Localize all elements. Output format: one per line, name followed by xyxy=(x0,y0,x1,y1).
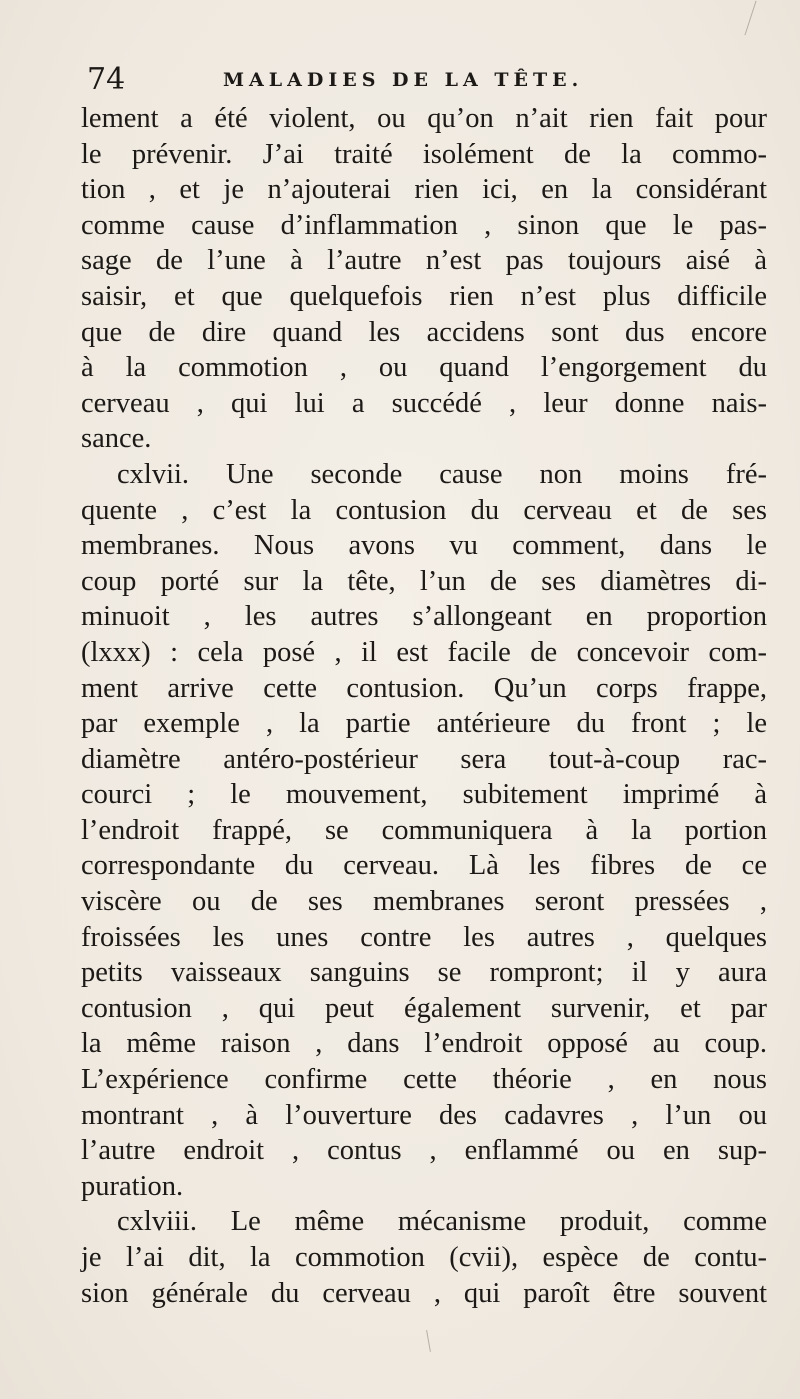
text-line: viscère ou de ses membranes seront pressées , xyxy=(81,886,767,918)
text-line: comme cause d’inflammation , sinon que le pas- xyxy=(81,209,767,241)
page-number: 74 xyxy=(87,62,126,97)
text-line: à la commotion , ou quand l’engorgement du xyxy=(81,352,767,384)
text-line: lement a été violent, ou qu’on n’ait rien fait pour xyxy=(81,103,767,134)
text-line: diamètre antéro-postérieur sera tout-à-coup rac- xyxy=(81,743,767,775)
text-line: que de dire quand les accidens sont dus encore xyxy=(81,316,767,348)
text-line: tion , et je n’ajouterai rien ici, en la considérant xyxy=(81,174,767,206)
section-start-line: cxlviii. Le même mécanisme produit, comme xyxy=(117,1206,767,1238)
text-line: la même raison , dans l’endroit opposé au coup. xyxy=(81,1028,767,1060)
text-line: petits vaisseaux sanguins se rompront; il y aura xyxy=(81,957,767,989)
text-line: minuoit , les autres s’allongeant en proportion xyxy=(81,601,767,633)
text-line: courci ; le mouvement, subitement imprimé à xyxy=(81,779,767,811)
paragraph-end-line: puration. xyxy=(81,1170,184,1202)
text-line: contusion , qui peut également survenir, et par xyxy=(81,992,767,1024)
body-text xyxy=(81,101,767,1311)
text-line: montrant , à l’ouverture des cadavres , l’un ou xyxy=(81,1099,767,1131)
section-start-line: cxlvii. Une seconde cause non moins fré- xyxy=(117,458,767,490)
text-line: l’autre endroit , contus , enflammé ou en sup- xyxy=(81,1135,767,1167)
text-line: sion générale du cerveau , qui paroît être souvent xyxy=(81,1277,767,1309)
text-line: sage de l’une à l’autre n’est pas toujours aisé à xyxy=(81,245,767,277)
text-line: correspondante du cerveau. Là les fibres de ce xyxy=(81,850,767,882)
text-line: le prévenir. J’ai traité isolément de la commo- xyxy=(81,138,767,170)
text-line: je l’ai dit, la commotion (cvii), espèce de contu- xyxy=(81,1242,767,1273)
paragraph-end-line: sance. xyxy=(81,423,152,455)
text-line: l’endroit frappé, se communiquera à la portion xyxy=(81,814,767,846)
text-line: par exemple , la partie antérieure du front ; le xyxy=(81,708,767,740)
text-line: saisir, et que quelquefois rien n’est plus difficile xyxy=(81,280,767,312)
text-line: ment arrive cette contusion. Qu’un corps frappe, xyxy=(81,672,767,704)
text-line: quente , c’est la contusion du cerveau et de ses xyxy=(81,494,767,526)
text-line: froissées les unes contre les autres , quelques xyxy=(81,921,767,953)
text-line: (lxxx) : cela posé , il est facile de concevoir com- xyxy=(81,636,767,668)
text-line: cerveau , qui lui a succédé , leur donne nais- xyxy=(81,387,767,419)
text-line: membranes. Nous avons vu comment, dans le xyxy=(81,530,767,562)
paper-mark xyxy=(744,1,756,36)
text-line: coup porté sur la tête, l’un de ses diamètres di- xyxy=(81,565,767,597)
running-head: MALADIES DE LA TÊTE. xyxy=(223,69,584,91)
paper-mark xyxy=(426,1330,431,1352)
text-line: L’expérience confirme cette théorie , en nous xyxy=(81,1064,767,1096)
